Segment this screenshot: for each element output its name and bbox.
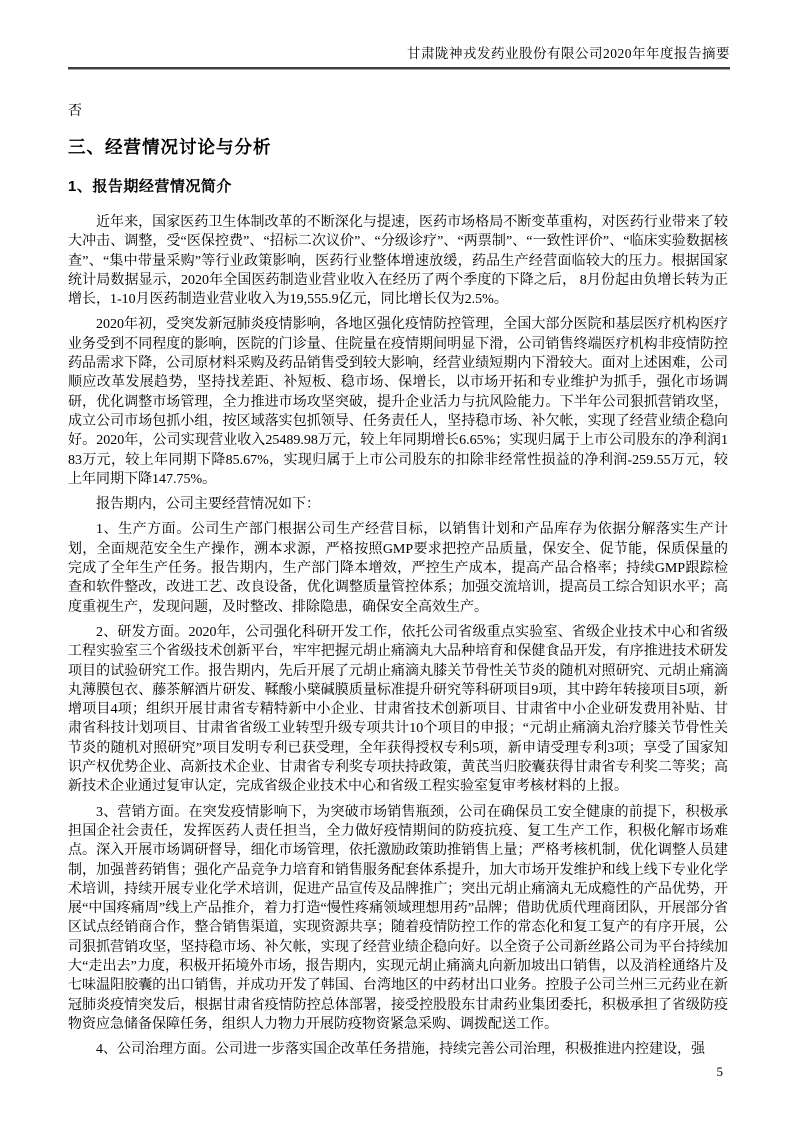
header-rule xyxy=(68,67,730,70)
paragraph-covid-impact-results: 2020年初，受突发新冠肺炎疫情影响，各地区强化疫情防控管理，全国大部分医院和基层医疗机构医疗业务受到不同程度的影响，医院的门诊量、住院量在疫情期间明显下滑，公司销售终端医疗机构非疫情防控药品需求下降，公司原材料采购及药品销售受到较大影响，经营业绩短期内下滑较大。面对上述困难，公司顺应改革发展趋势，坚持找差距、补短板、稳市场、保增长，以市场开拓和专业维护为抓手，强化市场调研，优化调整市场管理，全力推进市场攻坚突破，提升企业活力与抗风险能力。下半年公司狠抓营销攻坚，成立公司市场包抓小组，按区域落实包抓领导、任务责任人，坚持稳市场、补欠帐，实现了经营业绩企稳向好。2020年，公司实现营业收入25489.98万元，较上年同期增长6.65%；实现归属于上市公司股东的净利润183万元，较上年同期下降85.67%，实现归属于上市公司股东的扣除非经常性损益的净利润-259.55万元，较上年同期下降147.75%。 xyxy=(68,317,728,487)
paragraph-corporate-governance: 4、公司治理方面。公司进一步落实国企改革任务措施，持续完善公司治理，积极推进内控建设，强 xyxy=(96,1042,705,1058)
page-header xyxy=(68,0,730,70)
header-title: 甘肃陇神戎发药业股份有限公司2020年年度报告摘要 xyxy=(407,46,730,61)
paragraph-industry-overview: 近年来，国家医药卫生体制改革的不断深化与提速，医药市场格局不断变革重构，对医药行业带来了较大冲击、调整，受“医保控费”、“招标二次议价”、“分级诊疗”、“两票制”、“一致性评价”、“临床实验数据核查”、“集中带量采购”等行业政策影响，医药行业整体增速放缓，药品生产经营面临较大的压力。根据国家统计局数据显示，2020年全国医药制造业营业收入在经历了两个季度的下降之后， 8月份起由负增长转为正增长，1-10月医药制造业营业收入为19,555.9亿元，同比增长仅为2.5%。 xyxy=(68,215,728,308)
answer-no-text: 否 xyxy=(68,104,82,119)
paragraph-production: 1、生产方面。公司生产部门根据公司生产经营目标，以销售计划和产品库存为依据分解落实生产计划，全面规范安全生产操作，溯本求源，严格按照GMP要求把控产品质量，保安全、促节能，保质保量的完成了全年生产任务。报告期内，生产部门降本增效，严控生产成本，提高产品合格率；持续GMP跟踪检查和软件整改，改进工艺、改良设备，优化调整质量管控体系；加强交流培训，提高员工综合知识水平；高度重视生产，发现问题，及时整改、排除隐患，确保安全高效生产。 xyxy=(68,522,728,615)
page-content xyxy=(68,94,728,1059)
paragraph-operations-intro: 报告期内，公司主要经营情况如下： xyxy=(96,497,320,513)
subsection-heading: 1、报告期经营情况简介 xyxy=(68,178,232,195)
paragraph-marketing: 3、营销方面。在突发疫情影响下，为突破市场销售瓶颈，公司在确保员工安全健康的前提下，积极承担国企社会责任，发挥医药人责任担当，全力做好疫情期间的防疫抗疫、复工生产工作，积极化解市场难点。深入开展市场调研督导，细化市场管理，依托激励政策助推销售上量；严格考核机制，优化调整人员建制，加强普药销售；强化产品竞争力培育和销售服务配套体系提升，加大市场开发维护和线上线下专业化学术培训，持续开展专业化学术培训，促进产品宣传及品牌推广；突出元胡止痛滴丸无成瘾性的产品优势，开展“中国疼痛周”线上产品推介，着力打造“慢性疼痛领域理想用药”品牌；借助优质代理商团队，开展部分省区试点经销商合作，整合销售渠道，实现资源共享；随着疫情防控工作的常态化和复工复产的有序开展，公司狠抓营销攻坚，坚持稳市场、补欠帐，实现了经营业绩企稳向好。以全资子公司新丝路公司为平台持续加大“走出去”力度，积极开拓境外市场，报告期内，实现元胡止痛滴丸向新加坡出口销售，以及消栓通络片及七味温阳胶囊的出口销售，并成功开发了韩国、台湾地区的中药材出口业务。控股子公司兰州三元药业在新冠肺炎疫情突发后，根据甘肃省疫情防控总体部署，接受控股股东甘肃药业集团委托，积极承担了省级防疫物资应急储备保障任务，组织人力物力开展防疫物资紧急采购、调拨配送工作。 xyxy=(68,804,728,1032)
paragraph-research-development: 2、研发方面。2020年，公司强化科研开发工作，依托公司省级重点实验室、省级企业技术中心和省级工程实验室三个省级技术创新平台，牢牢把握元胡止痛滴丸大品种培育和保健食品开发，有序推进技术研发项目的试验研究工作。报告期内，先后开展了元胡止痛滴丸膝关节骨性关节炎的随机对照研究、元胡止痛滴丸薄膜包衣、藤茶解酒片研发、鞣酸小檗碱膜质量标准提升研究等科研项目9项，其中跨年转接项目5项，新增项目4项；组织开展甘肃省专精特新中小企业、甘肃省技术创新项目、甘肃省中小企业研发费用补贴、甘肃省科技计划项目、甘肃省省级工业转型升级专项共计10个项目的申报；“元胡止痛滴丸治疗膝关节骨性关节炎的随机对照研究”项目发明专利已获受理，全年获得授权专利5项，新申请受理专利3项；享受了国家知识产权优势企业、高新技术企业、甘肃省专利奖专项扶持政策，黄芪当归胶囊获得甘肃省专利奖二等奖；高新技术企业通过复审认定，完成省级企业技术中心和省级工程实验室复审考核材料的上报。 xyxy=(68,624,728,795)
section-heading: 三、经营情况讨论与分析 xyxy=(68,137,272,157)
page-number: 5 xyxy=(716,1064,723,1079)
